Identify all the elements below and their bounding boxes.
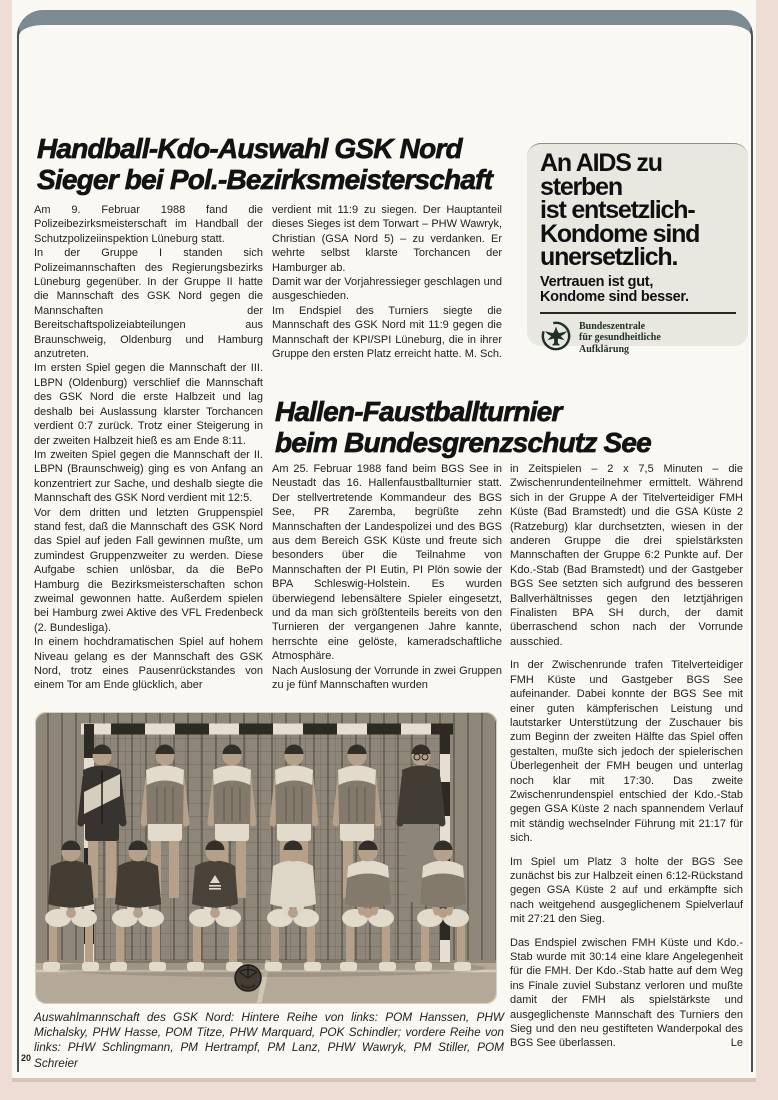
ad-headline-line: sterben	[540, 172, 622, 201]
paragraph: Am 25. Februar 1988 fand beim BGS See in Neustadt das 16. Hallenfaustballturnier statt. Der stellvertretende Kommandeur des BGS See, PR Zaremba, begrüßte zehn Mannschaften der Landespolizei und des BGS aus dem Bereich GSK Küste und freute sich besonders über die Teilnahme von Mannschaften der PI Eutin, PI Plön sowie der BPA Schleswig-Holstein. Es wurden überwiegend lebensältere Spieler eingesetzt, und da man sich größtenteils bereits von den Turnieren der vergangenen Jahre kannte, herrschte eine gelöste, kameradschaftliche Atmosphäre.	[272, 463, 502, 663]
ad-publisher	[540, 320, 736, 357]
article2-column1	[272, 462, 502, 693]
article2-signature: Le	[730, 1037, 743, 1050]
paragraph: Im zweiten Spiel gegen die Mannschaft der II. LBPN (Braunschweig) ging es von Anfang an konzentriert zur Sache, und deshalb siegte die Mannschaft des GSK Nord verdient mit 12:5.	[34, 448, 263, 505]
page-number: 20	[21, 1053, 32, 1063]
paragraph: In der Zwischenrunde trafen Titelverteidiger FMH Küste und Gastgeber BGS See aufeinander. Dabei konnte der BGS See mit einer guten kämpferischen Leistung und lautstarker Unterstützung der Zuschauer bis zum Beginn der zweiten Hälfte das Spiel offen gestalten, mußte sich jedoch der spielerischen Überlegenheit der FMH beugen und unterlag noch klar mit 17:30. Das zweite Zwischenrundenspiel entschied der Kdo.-Stab gegen GSA Küste 2 nach spannendem Verlauf mit ständig wechselnder Führung mit 21:17 für sich.	[510, 659, 743, 845]
ad-publisher-line: für gesundheitliche	[579, 332, 661, 344]
paragraph: Nach Auslosung der Vorrunde in zwei Gruppen zu je fünf Mannschaften wurden	[272, 664, 502, 692]
paragraph: in Zeitspielen – 2 x 7,5 Minuten – die Zwischenrundenteilnehmer ermittelt. Während sich in der Gruppe A der Titelverteidiger FMH Küste (Bad Bramstedt) und die GSA Küste 2 (Ratzeburg) klar durchsetzten, wiesen in der anderen Gruppe die drei spielstärksten Mannschaften der Gruppe 6:2 Punkte auf. Der Kdo.-Stab (Bad Bramstedt) und der Gastgeber BGS See setzten sich aufgrund des besseren Ballverhältnisses gegen den letztjährigen Finalisten BPA SH durch, der damit überraschend schon nach der Vorrunde ausschied.	[510, 463, 743, 648]
ad-publisher-line: Bundeszentrale	[579, 320, 646, 332]
paragraph: Im Endspiel des Turniers siegte die Mannschaft des GSK Nord mit 11:9 gegen die Mannschaft der KPI/SPI Lüneburg, die in ihrer Gruppe den ersten Platz erreicht hatte.	[272, 304, 502, 361]
article2-headline	[275, 396, 651, 458]
page-edge	[12, 1078, 756, 1082]
article2-headline-line1: Hallen-Faustballturnier	[275, 396, 562, 427]
ad-headline	[540, 149, 736, 271]
article1-headline	[37, 133, 492, 195]
paragraph: Das Endspiel zwischen FMH Küste und Kdo.-Stab wurde mit 30:14 eine klare Angelegenheit für die FMH. Der Kdo.-Stab hatte auf dem Weg ins Finale zuviel Substanz verloren und mußte damit der FMH als spielstärkste und ausgeglichenste Mannschaft des Turniers den Sieg und den neu gestifteten Wanderpokal des BGS See überlassen.	[510, 936, 743, 1050]
ad-publisher-line: Aufklärung	[579, 343, 630, 355]
ad-slogan-line: Kondome sind besser.	[540, 289, 689, 305]
article1-column1	[34, 203, 263, 693]
team-photo	[35, 712, 497, 1004]
ad-headline-line: An AIDS zu	[540, 149, 662, 177]
paragraph: verdient mit 11:9 zu siegen. Der Hauptanteil dieses Sieges ist dem Torwart – PHW Wawryk, Christian (GSA Nord 5) – zu verdanken. Er wehrte selbst klarste Torchancen der Hamburger ab.	[272, 204, 502, 274]
article1-signature: M. Sch.	[464, 348, 502, 361]
article2-headline-line2: beim Bundesgrenzschutz See	[275, 427, 651, 458]
ad-publisher-name	[579, 321, 661, 356]
photo-caption: Auswahlmannschaft des GSK Nord: Hintere Reihe von links: POM Hanssen, PHW Michalsky, PHW Hasse, POM Titze, PHW Marquard, POK Schindler; vordere Reihe von links: PHW Schlingmann, PM Hertrampf, PM Lanz, PHW Wawryk, PM Stiller, POM Schreier	[34, 1010, 504, 1070]
bzga-eagle-icon	[540, 320, 572, 357]
paragraph: Vor dem dritten und letzten Gruppenspiel stand fest, daß die Mannschaft des GSK Nord das Spiel auf jeden Fall gewinnen mußte, um zumindest Gruppenzweiter zu werden. Diese Aufgabe schien unlösbar, da die BePo Hamburg die Bezirksmeisterschaften schon zweimal gewonnen hatte. Außerdem spielen bei Hamburg zwei Aktive des VFL Fredenbeck (2. Bundesliga).	[34, 506, 263, 634]
paragraph: Im ersten Spiel gegen die Mannschaft der III. LBPN (Oldenburg) verschlief die Mannschaft des GSK Nord die erste Halbzeit und lag deshalb bei Auslassung klarster Torchancen verdient 0:7 zurück. Trotz einer Steigerung in der zweiten Halbzeit hieß es am Ende 8:11.	[34, 362, 263, 447]
paragraph: In der Gruppe I standen sich Polizeimannschaften des Regierungsbezirks Lüneburg gegenüber. In der Gruppe II hatte die Mannschaft des GSK Nord gegen die Mannschaften der Bereitschaftspolizeiabteilungen aus Braunschweig, Oldenburg und Hamburg anzutreten.	[34, 247, 263, 361]
ad-slogan-line: Vertrauen ist gut,	[540, 273, 654, 290]
article1-headline-line2: Sieger bei Pol.-Bezirksmeisterschaft	[37, 164, 493, 195]
article2-column2	[510, 462, 743, 1051]
ad-headline-line: Kondome sind	[540, 219, 700, 248]
paragraph: Im Spiel um Platz 3 holte der BGS See zunächst bis zur Halbzeit einen 6:12-Rückstand gegen GSA Küste 2 auf und erkämpfte sich nach weitgehend ausgeglichenem Spielverlauf mit 27:21 den Sieg.	[510, 855, 743, 926]
article1-headline-line1: Handball-Kdo-Auswahl GSK Nord	[37, 133, 462, 164]
paragraph: In einem hochdramatischen Spiel auf hohem Niveau gelang es der Mannschaft des GSK Nord, trotz eines Pausenrückstandes von einem Tor am Ende glücklich, aber	[34, 636, 263, 692]
ad-headline-line: ist entsetzlich-	[540, 196, 695, 224]
ad-divider	[540, 312, 736, 314]
article1-column2	[272, 203, 502, 361]
paragraph: Damit war der Vorjahressieger geschlagen und ausgeschieden.	[272, 276, 502, 303]
ad-slogan	[540, 275, 736, 306]
paragraph: Am 9. Februar 1988 fand die Polizeibezirksmeisterschaft im Handball der Schutzpolizeiinspektion Lüneburg statt.	[34, 204, 263, 245]
aids-awareness-ad	[527, 143, 748, 355]
ad-headline-line: unersetzlich.	[540, 243, 678, 271]
